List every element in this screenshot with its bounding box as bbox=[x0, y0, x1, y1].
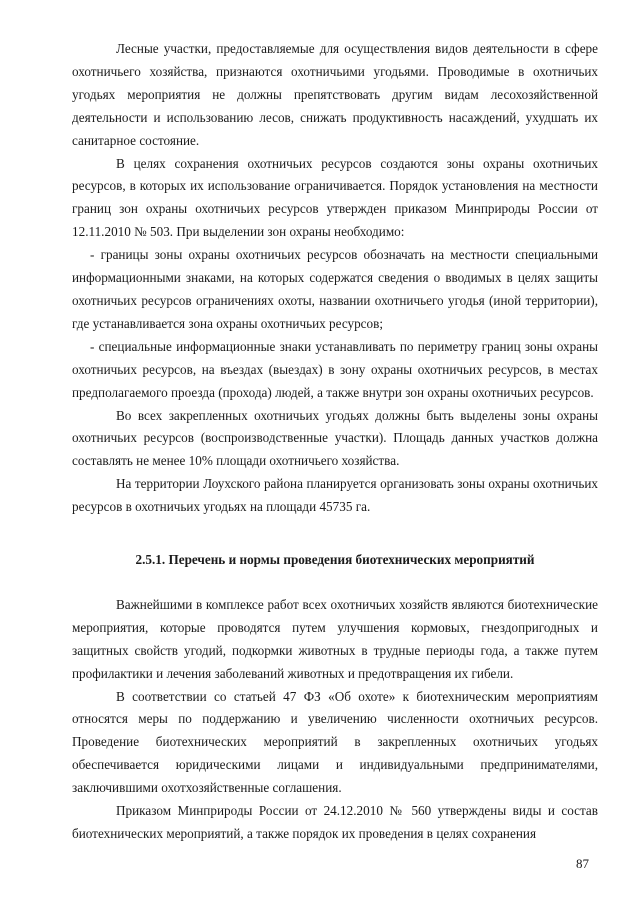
list-item-info-signs: - специальные информационные знаки устанавливать по периметру границ зоны охраны охотничьих ресурсов, на въездах (выездах) в зону охраны охотничьих ресурсов, в местах предполагаемого проезда (прохода) людей, а также внутри зон охраны охотничьих ресурсов. bbox=[72, 338, 598, 400]
paragraph-loukhi-district: На территории Лоухского района планируется организовать зоны охраны охотничьих ресурсов в охотничьих угодьях на площади 45735 га. bbox=[72, 476, 598, 515]
paragraph-order-560: Приказом Минприроды России от 24.12.2010 № 560 утверждены виды и состав биотехнических мероприятий, а также порядок их проведения в целях сохранения bbox=[72, 803, 598, 841]
paragraph-forest-plots: Лесные участки, предоставляемые для осуществления видов деятельности в сфере охотничьего хозяйства, признаются охотничьими угодьями. Проводимые в охотничьих угодьях мероприятия не должны препятствовать другим видам лесохозяйственной деятельности и использованию лесов, снижать продуктивность насаждений, ухудшать их санитарное состояние. bbox=[72, 41, 598, 148]
paragraph-article-47: В соответствии со статьей 47 ФЗ «Об охоте» к биотехническим мероприятиям относятся меры по поддержанию и увеличению численности охотничьих ресурсов. Проведение биотехнических мероприятий в закрепленных охотничьих угодьях обеспечивается юридическими лицами и индивидуальными предпринимателями, заключившими охотхозяйственные соглашения. bbox=[72, 688, 598, 796]
section-heading: 2.5.1. Перечень и нормы проведения биотехнических мероприятий bbox=[135, 552, 535, 568]
paragraph-protection-zones: В целях сохранения охотничьих ресурсов создаются зоны охраны охотничьих ресурсов, в которых их использование ограничивается. Порядок установления на местности границ зон охраны охотничьих ресурсов утвержден приказом Минприроды России от 12.11.2010 № 503. При выделении зон охраны необходимо: bbox=[72, 155, 598, 240]
page-number: 87 bbox=[576, 856, 589, 871]
list-item-zone-boundaries: - границы зоны охраны охотничьих ресурсов обозначать на местности специальными информационными знаками, на которых содержатся сведения о вводимых в целях защиты охотничьих ресурсов ограничениях охоты, названии охотничьего угодья (иной территории), где устанавливается зона охраны охотничьих ресурсов; bbox=[72, 247, 598, 331]
body-text bbox=[72, 38, 598, 846]
paragraph-reproduction-areas: Во всех закрепленных охотничьих угодьях должны быть выделены зоны охраны охотничьих ресурсов (воспроизводственные участки). Площадь данных участков должна составлять не менее 10% площади охотничьего хозяйства. bbox=[72, 407, 598, 469]
paragraph-biotechnical-importance: Важнейшими в комплексе работ всех охотничьих хозяйств являются биотехнические мероприятия, которые проводятся путем улучшения кормовых, гнездопригодных и защитных свойств угодий, подкормки животных в трудные периоды года, а также путем профилактики и лечения заболеваний животных и предотвращения их гибели. bbox=[72, 596, 598, 681]
